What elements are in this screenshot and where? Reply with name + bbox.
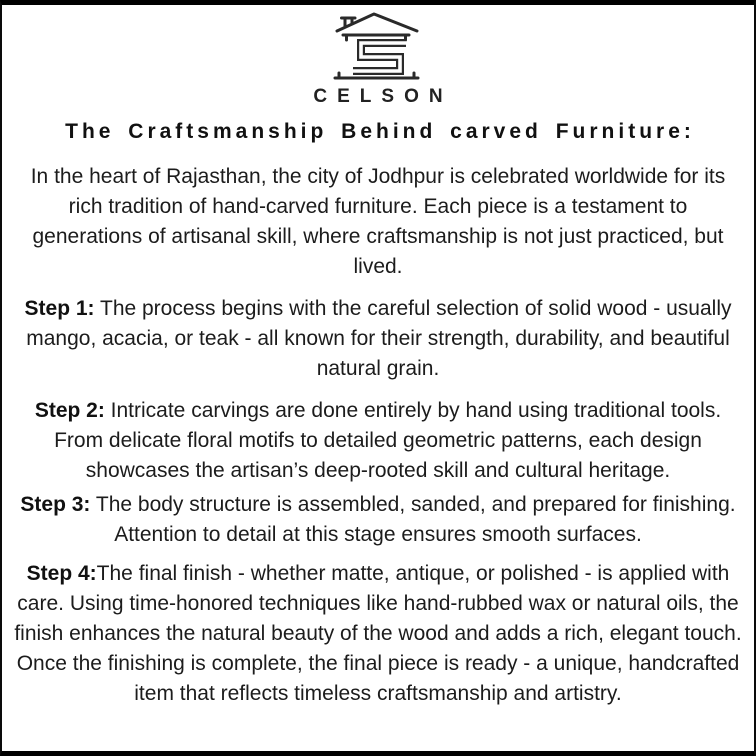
- step-2-paragraph: [12, 396, 744, 486]
- step-4-text: The final finish - whether matte, antique, or polished - is applied with care. Using time-honored techniques like hand-rubbed wax or natural oils, the finish enhances the natural beauty of the wood and adds a rich, elegant touch.: [14, 562, 742, 645]
- step-4-paragraph: [12, 559, 744, 649]
- intro-paragraph: In the heart of Rajasthan, the city of Jodhpur is celebrated worldwide for its rich tradition of hand-carved furniture. Each piece is a testament to generations of artisanal skill, where craftsmanship is not just practiced, but lived.: [30, 165, 726, 278]
- step-3-paragraph: [12, 490, 744, 550]
- page-title: The Craftsmanship Behind carved Furniture:: [65, 120, 695, 143]
- step-2-text: Intricate carvings are done entirely by hand using traditional tools. From delicate floral motifs to detailed geometric patterns, each design showcases the artisan’s deep-rooted skill and cultural heritage.: [54, 399, 722, 482]
- brand-name: CELSON: [313, 86, 453, 107]
- step-2-label: Step 2:: [34, 399, 105, 422]
- step-4-label: Step 4:: [26, 562, 97, 585]
- step-1-paragraph: [12, 294, 744, 384]
- step-3-text: The body structure is assembled, sanded, and prepared for finishing. Attention to detail at this stage ensures smooth surfaces.: [90, 493, 736, 546]
- step-1-label: Step 1:: [24, 297, 95, 320]
- step-1-text: The process begins with the careful selection of solid wood - usually mango, acacia, or teak - all known for their strength, durability, and beautiful natural grain.: [26, 297, 732, 380]
- step-3-label: Step 3:: [20, 493, 91, 516]
- closing-paragraph: Once the finishing is complete, the final piece is ready - a unique, handcrafted item that reflects timeless craftsmanship and artistry.: [16, 652, 740, 705]
- celson-house-logo-icon: [328, 10, 428, 82]
